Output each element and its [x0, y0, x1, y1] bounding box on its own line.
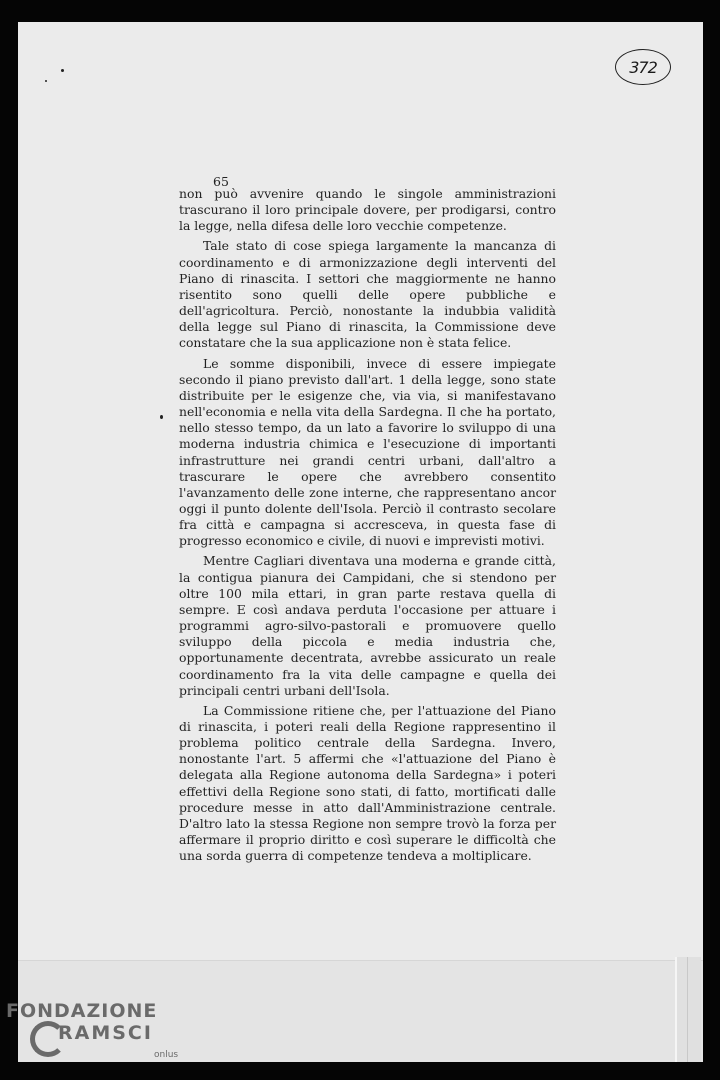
paragraph: La Commissione ritiene che, per l'attuazione del Piano di rinascita, i poteri reali della Regione rappresentino il problema politico centrale della Sardegna. Invero, nonostante l'art. 5 affermi che «l'attuazione del Piano è delegata alla Regione autonoma della Sardegna» i poteri effettivi della Regione sono stati, di fatto, mortificati dalle procedure messe in atto dall'Amministrazione centrale. D'altro lato la stessa Regione non sempre trovò la forza per affermare il proprio diritto e così superare le difficoltà che una sorda guerra di competenze tendeva a moltiplicare. [179, 702, 556, 864]
dust-speck [160, 415, 163, 419]
paragraph: Mentre Cagliari diventava una moderna e grande città, la contigua pianura dei Campidani, che si stendono per oltre 100 mila ettari, in gran parte restava quella di sempre. E così andava perduta l'occasione per attuare i programmi agro-silvo-pastorali e promuovere quello sviluppo della piccola e media industria che, opportunamente decentrata, avrebbe assicurato un reale coordinamento fra la vita delle campagne e quella dei principali centri urbani dell'Isola. [179, 553, 556, 698]
g-logo-icon [30, 1021, 66, 1057]
paragraph: Le somme disponibili, invece di essere impiegate secondo il piano previsto dall'art. 1 della legge, sono state distribuite per le esigenze che, via via, si manifestavano nell'economia e nella vita della Sardegna. Il che ha portato, nello stesso tempo, da un lato a favorire lo sviluppo di una moderna industria chimica e l'esecuzione di importanti infrastrutture nei grandi centri urbani, dall'altro a trascurare le opere che avrebbero consentito l'avanzamento delle zone interne, che rappresentano ancor oggi il punto dolente dell'Isola. Perciò il contrasto secolare fra città e campagna si accresceva, in questa fase di progresso economico e civile, di nuovi e imprevisti motivi. [179, 355, 556, 549]
document-page [18, 22, 703, 1062]
dust-speck [45, 80, 47, 82]
watermark-line2: RAMSCI [58, 1022, 153, 1044]
watermark-line1: FONDAZIONE [6, 1000, 158, 1022]
page-fold-edge [675, 957, 701, 1062]
paragraph: non può avvenire quando le singole amministrazioni trascurano il loro principale dovere, per prodigarsi, contro la legge, nella difesa delle loro vecchie competenze. [179, 186, 556, 234]
paragraph: Tale stato di cose spiega largamente la mancanza di coordinamento e di armonizzazione degli interventi del Piano di rinascita. I settori che maggiormente ne hanno risentito sono quelli delle opere pubbliche e dell'agricoltura. Perciò, nonostante la indubbia validità della legge sul Piano di rinascita, la Commissione deve constatare che la sua applicazione non è stata felice. [179, 238, 556, 351]
dust-speck [61, 69, 64, 72]
watermark-suffix: onlus [154, 1050, 179, 1060]
fondazione-gramsci-watermark [6, 1000, 179, 1060]
archive-number-stamp: 372 [615, 49, 671, 85]
page-number: 65 [213, 174, 229, 189]
body-text [179, 172, 556, 868]
